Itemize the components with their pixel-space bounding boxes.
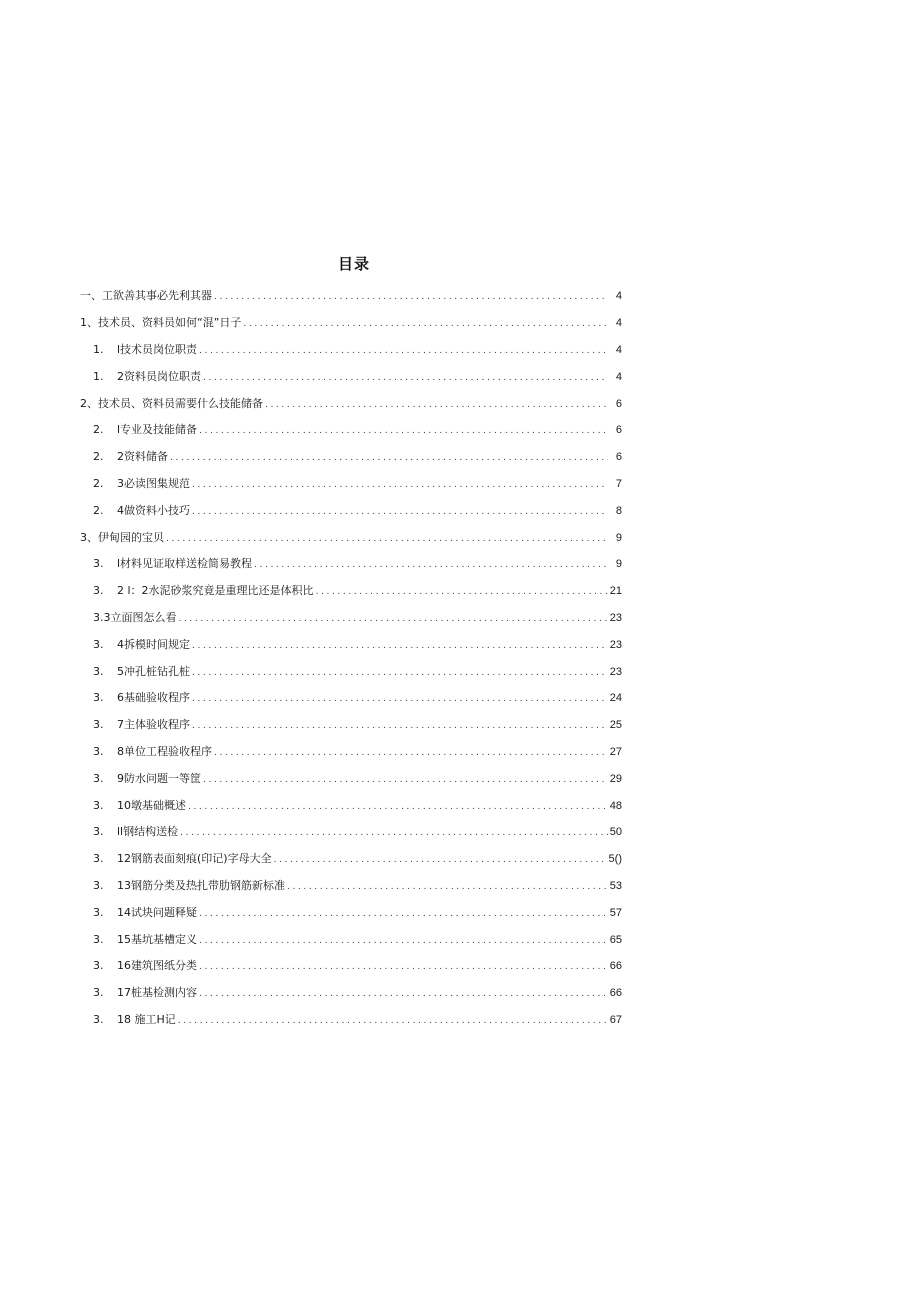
dot-leader bbox=[199, 343, 608, 357]
toc-entry-number: 1. bbox=[93, 369, 104, 383]
toc-entry-text: 7主体验收程序 bbox=[117, 718, 190, 732]
toc-entry-number: 3. bbox=[93, 905, 104, 919]
dot-leader bbox=[214, 289, 608, 303]
toc-entry-number: 3. bbox=[93, 718, 104, 732]
toc-entry-page: 6 bbox=[615, 397, 622, 410]
toc-entry-page: 23 bbox=[609, 665, 622, 678]
toc-entry-number: 2. bbox=[93, 423, 104, 437]
dot-leader bbox=[166, 531, 608, 545]
toc-entry-text: 15基坑基槽定义 bbox=[117, 932, 197, 946]
toc-entry-page: 6 bbox=[615, 424, 622, 437]
toc-entry-page: 8 bbox=[615, 504, 622, 517]
dot-leader bbox=[192, 718, 608, 732]
toc-entry-text: 16建筑图纸分类 bbox=[117, 959, 197, 973]
toc-entry-number: 2. bbox=[93, 503, 104, 517]
toc-entry-text: l专业及技能储备 bbox=[117, 423, 198, 437]
toc-entry-number: 3. bbox=[93, 771, 104, 785]
toc-entry[interactable] bbox=[80, 578, 622, 605]
toc-entry-text: 1、技术员、资料员如何“混”日子 bbox=[80, 316, 242, 330]
toc-entry[interactable] bbox=[80, 658, 622, 685]
toc-entry-number: 3. bbox=[93, 798, 104, 812]
toc-entry[interactable] bbox=[80, 765, 622, 792]
toc-entry-text: 2资料储备 bbox=[117, 450, 168, 464]
toc-entry[interactable] bbox=[80, 819, 622, 846]
toc-entry-number: 3. bbox=[93, 664, 104, 678]
toc-entry-text: 4做资料小技巧 bbox=[117, 503, 190, 517]
toc-entry-text: ll钢结构送检 bbox=[117, 825, 179, 839]
dot-leader bbox=[316, 584, 608, 598]
toc-entry-text: 5冲孔桩钻孔桩 bbox=[117, 664, 190, 678]
dot-leader bbox=[192, 477, 608, 491]
toc-entry[interactable] bbox=[80, 605, 622, 632]
dot-leader bbox=[199, 959, 608, 973]
toc-entry-page: 57 bbox=[609, 906, 622, 919]
toc-entry-page: 48 bbox=[609, 799, 622, 812]
dot-leader bbox=[192, 665, 608, 679]
toc-entry-page: 4 bbox=[615, 343, 622, 356]
dot-leader bbox=[214, 745, 608, 759]
toc-entry[interactable] bbox=[80, 471, 622, 498]
toc-entry-text: 3、伊甸园的宝贝 bbox=[80, 530, 164, 544]
toc-entry[interactable] bbox=[80, 792, 622, 819]
toc-entry-number: 3. bbox=[93, 691, 104, 705]
toc-entry[interactable] bbox=[80, 417, 622, 444]
dot-leader bbox=[178, 1013, 608, 1027]
toc-entry-text: 6基础验收程序 bbox=[117, 691, 190, 705]
toc-entry-page: 4 bbox=[615, 317, 622, 330]
toc-entry-page: 21 bbox=[609, 585, 622, 598]
toc-entry[interactable] bbox=[80, 739, 622, 766]
dot-leader bbox=[180, 825, 608, 839]
toc-entry[interactable] bbox=[80, 873, 622, 900]
toc-entry-page: 50 bbox=[609, 826, 622, 839]
toc-entry-page: 29 bbox=[609, 772, 622, 785]
toc-entry[interactable] bbox=[80, 1007, 622, 1034]
toc-entry-page: 25 bbox=[609, 719, 622, 732]
toc-entry-text: 8单位工程验收程序 bbox=[117, 744, 212, 758]
toc-entry-page: 6 bbox=[615, 451, 622, 464]
dot-leader bbox=[287, 879, 608, 893]
toc-entry[interactable] bbox=[80, 497, 622, 524]
toc-title: 目录 bbox=[337, 255, 370, 273]
toc-entry-page: 65 bbox=[609, 933, 622, 946]
toc-entry-text: 2资料员岗位职责 bbox=[117, 369, 201, 383]
toc-entry-text: l材料见证取样送检简易教程 bbox=[117, 557, 253, 571]
dot-leader bbox=[274, 852, 607, 866]
dot-leader bbox=[265, 397, 608, 411]
toc-entry-text: 10墩基础概述 bbox=[117, 798, 186, 812]
dot-leader bbox=[203, 772, 608, 786]
toc-entry[interactable] bbox=[80, 631, 622, 658]
dot-leader bbox=[192, 504, 608, 518]
toc-entry[interactable] bbox=[80, 444, 622, 471]
toc-entry-number: 1. bbox=[93, 342, 104, 356]
toc-entry-text: 18 施工H记 bbox=[117, 1012, 176, 1026]
toc-entry-number: 3. bbox=[93, 959, 104, 973]
toc-entry-text: 17桩基检测内容 bbox=[117, 986, 197, 1000]
toc-entry-page: 7 bbox=[615, 477, 622, 490]
toc-entry[interactable] bbox=[80, 685, 622, 712]
toc-entry-number: 3. bbox=[93, 986, 104, 1000]
toc-entry[interactable] bbox=[80, 283, 622, 310]
toc-entry[interactable] bbox=[80, 926, 622, 953]
toc-entry-number: 3. bbox=[93, 557, 104, 571]
toc-entry[interactable] bbox=[80, 363, 622, 390]
toc-entry-text: 3.3立面图怎么看 bbox=[93, 610, 177, 624]
toc-entry-page: 23 bbox=[609, 638, 622, 651]
toc-entry[interactable] bbox=[80, 310, 622, 337]
toc-entry-page: 23 bbox=[609, 611, 622, 624]
toc-entry-text: 14试块问题释疑 bbox=[117, 905, 197, 919]
toc-entry[interactable] bbox=[80, 846, 622, 873]
toc-entry-page: 9 bbox=[615, 558, 622, 571]
dot-leader bbox=[199, 906, 608, 920]
toc-entry-number: 3. bbox=[93, 1012, 104, 1026]
toc-entry[interactable] bbox=[80, 390, 622, 417]
toc-entry-page: 66 bbox=[609, 987, 622, 1000]
toc-entry-page: 24 bbox=[609, 692, 622, 705]
toc-entry-text: 2 l：2水泥砂浆究竟是重理比还是体积比 bbox=[117, 584, 314, 598]
dot-leader bbox=[179, 611, 608, 625]
toc-entry-page: 5() bbox=[608, 853, 622, 866]
toc-entry[interactable] bbox=[80, 899, 622, 926]
toc-entry[interactable] bbox=[80, 551, 622, 578]
toc-entry-page: 4 bbox=[615, 290, 622, 303]
dot-leader bbox=[192, 691, 608, 705]
toc-entry-text: 9防水问题一等筐 bbox=[117, 771, 201, 785]
toc-entry-text: 2、技术员、资料员需要什么技能储备 bbox=[80, 396, 263, 410]
toc-entry-text: 12钢筋表面刻痕(印记)字母大全 bbox=[117, 852, 272, 866]
toc-entry-number: 2. bbox=[93, 450, 104, 464]
dot-leader bbox=[199, 423, 608, 437]
toc-entry-number: 3. bbox=[93, 932, 104, 946]
toc-entry-page: 27 bbox=[609, 745, 622, 758]
toc-entry-number: 3. bbox=[93, 584, 104, 598]
toc-entry-number: 2. bbox=[93, 476, 104, 490]
toc-entry[interactable] bbox=[80, 337, 622, 364]
toc-entry[interactable] bbox=[80, 524, 622, 551]
toc-entry[interactable] bbox=[80, 712, 622, 739]
dot-leader bbox=[199, 986, 608, 1000]
toc-entry-page: 67 bbox=[609, 1013, 622, 1026]
dot-leader bbox=[170, 450, 608, 464]
toc-entry-number: 3. bbox=[93, 637, 104, 651]
toc-entry-page: 4 bbox=[615, 370, 622, 383]
toc-entry-number: 3. bbox=[93, 852, 104, 866]
toc-entry-text: 3必读图集规范 bbox=[117, 476, 190, 490]
toc-entry-text: 13钢筋分类及热扎带肋钢筋新标准 bbox=[117, 878, 285, 892]
dot-leader bbox=[188, 799, 608, 813]
toc-entry-number: 3. bbox=[93, 744, 104, 758]
dot-leader bbox=[192, 638, 608, 652]
toc-entry-text: 4拆模时间规定 bbox=[117, 637, 190, 651]
dot-leader bbox=[203, 370, 608, 384]
toc-entry-text: 一、工欲善其事必先利其器 bbox=[80, 289, 212, 303]
toc-entry-page: 9 bbox=[615, 531, 622, 544]
toc-entry-text: l技术员岗位职责 bbox=[117, 342, 198, 356]
toc-list bbox=[80, 283, 622, 1033]
toc-entry[interactable] bbox=[80, 953, 622, 980]
toc-entry-number: 3. bbox=[93, 878, 104, 892]
dot-leader bbox=[254, 557, 608, 571]
toc-entry-page: 53 bbox=[609, 879, 622, 892]
dot-leader bbox=[199, 933, 608, 947]
toc-entry-number: 3. bbox=[93, 825, 104, 839]
toc-entry-page: 66 bbox=[609, 960, 622, 973]
toc-entry[interactable] bbox=[80, 980, 622, 1007]
dot-leader bbox=[243, 316, 608, 330]
